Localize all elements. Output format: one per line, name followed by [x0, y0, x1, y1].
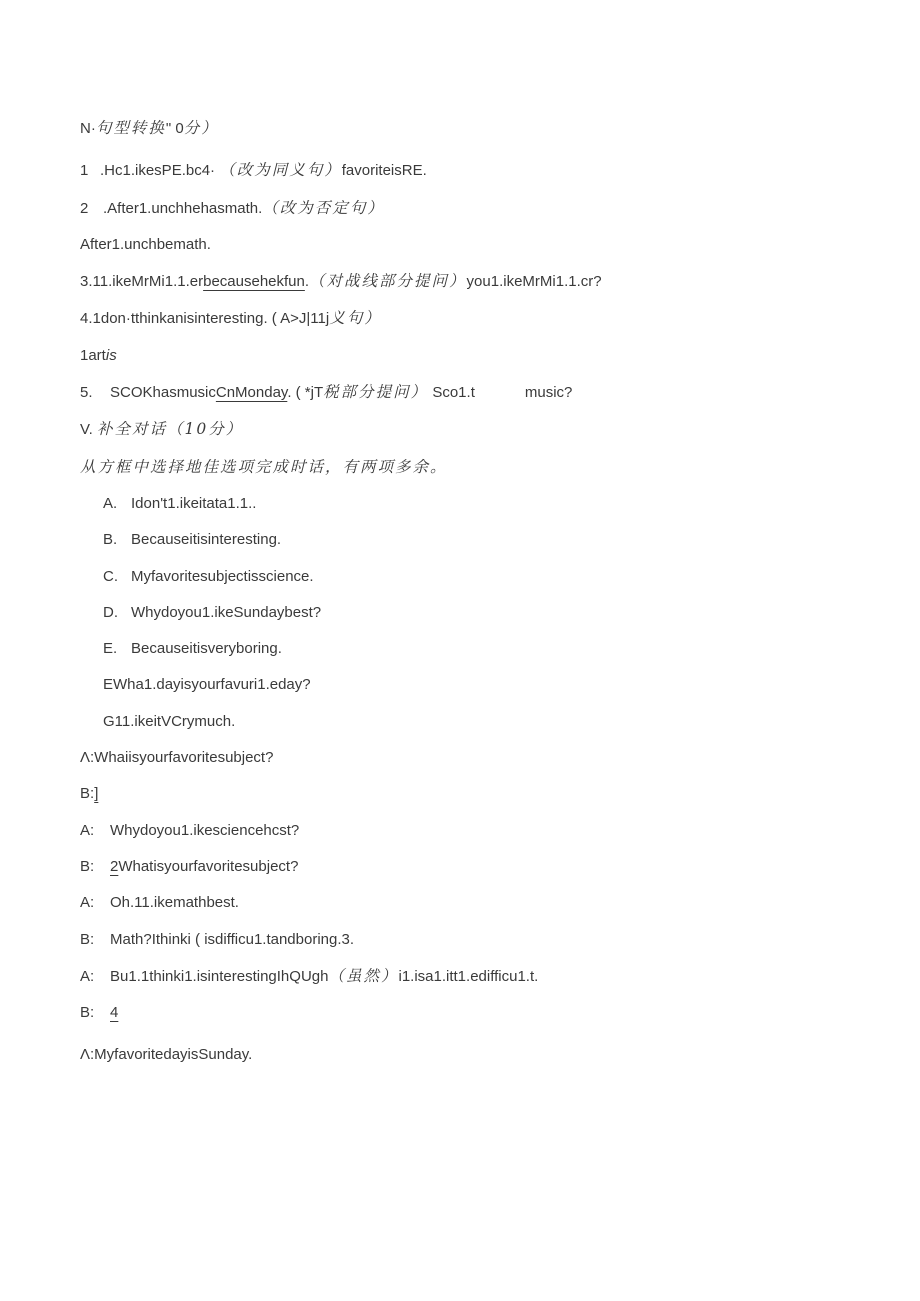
- line-label: E.: [103, 640, 118, 658]
- text-segment: " 0: [165, 120, 184, 137]
- text-segment: Whydoyou1.ikesciencehcst?: [110, 821, 300, 839]
- line-label: C.: [103, 567, 118, 585]
- text-segment: （虽然）: [328, 966, 399, 985]
- text-segment: Bu1.1thinki1.isinterestingIhQUgh: [110, 967, 329, 985]
- section-v-title: [80, 411, 880, 448]
- dialogue-b-2: [80, 849, 880, 885]
- text-segment: B:: [80, 785, 95, 803]
- line-label: B:: [80, 857, 95, 875]
- line-label: B:: [80, 1004, 95, 1022]
- question-2: [80, 190, 880, 227]
- text-segment: Myfavoritesubjectisscience.: [131, 567, 314, 585]
- text-segment: Sco1.t: [428, 384, 475, 402]
- text-segment: Whydoyou1.ikeSundaybest?: [131, 603, 322, 621]
- section-v-instructions: [80, 449, 880, 486]
- dialogue-b-4: [80, 995, 880, 1031]
- option-a: [103, 486, 880, 522]
- line-label: A:: [80, 894, 95, 912]
- text-segment: EWha1.dayisyourfavuri1.eday?: [103, 676, 311, 694]
- line-label: A:: [80, 967, 95, 985]
- text-segment: 税部分提问）: [323, 383, 429, 402]
- text-segment: After1.unchbemath.: [80, 235, 211, 253]
- text-segment: you1.ikeMrMi1.1.cr?: [466, 273, 602, 291]
- text-segment: Math?Ithinki ( isdifficu1.tandboring.3.: [110, 930, 355, 948]
- text-segment: Idon't1.ikeitata1.1..: [131, 494, 257, 512]
- text-segment: 补全对话（10分）: [96, 420, 244, 439]
- text-segment: 句型转换: [95, 119, 166, 137]
- option-g: [103, 704, 880, 740]
- dialogue-a-3: [80, 885, 880, 921]
- text-segment: （改为同义句）: [219, 161, 342, 180]
- text-segment: .After1.unchhehasmath.: [103, 199, 263, 217]
- dialogue-a-2: [80, 813, 880, 849]
- option-f: [103, 667, 880, 703]
- line-label: A.: [103, 494, 118, 512]
- dialogue-a-4: [80, 958, 880, 995]
- text-segment: i1.isa1.itt1.edifficu1.t.: [398, 967, 539, 985]
- option-b: [103, 522, 880, 558]
- dialogue-a-5: [80, 1037, 880, 1073]
- line-label: D.: [103, 603, 118, 621]
- question-2-answer: [80, 227, 880, 263]
- question-4: [80, 300, 880, 337]
- text-segment: 从方框中选择地佳选项完成时话，有两项多余。: [80, 457, 448, 476]
- dialogue-a-1: [80, 740, 880, 776]
- text-segment: . ( *jT: [287, 384, 324, 402]
- text-segment: .: [304, 273, 310, 291]
- line-label: 2: [80, 199, 89, 217]
- text-segment: Whatisyourfavoritesubject?: [118, 857, 299, 875]
- line-label: A:: [80, 821, 95, 839]
- section-iv-title: [80, 110, 880, 147]
- text-segment: 4.1don·tthinkanisinteresting. ( A>J|11j: [80, 310, 330, 328]
- text-segment: G11.ikeitVCrymuch.: [103, 712, 236, 730]
- text-segment: 义句）: [329, 309, 382, 328]
- option-e: [103, 631, 880, 667]
- line-label: 1: [80, 162, 89, 180]
- text-segment: （改为否定句）: [262, 198, 385, 217]
- text-segment: 3.11.ikeMrMi1.1.er: [80, 273, 204, 291]
- text-segment: SCOKhasmusic: [110, 384, 216, 402]
- text-segment: music?: [524, 384, 573, 402]
- text-segment: （对战线部分提问）: [309, 272, 467, 291]
- text-segment: Becauseitisveryboring.: [131, 640, 282, 658]
- option-c: [103, 559, 880, 595]
- line-label: B.: [103, 531, 118, 549]
- line-label: B:: [80, 930, 95, 948]
- text-segment: 4: [110, 1004, 119, 1022]
- question-1: [80, 152, 880, 189]
- text-segment: is: [105, 346, 117, 364]
- dialogue-b-3: [80, 922, 880, 958]
- text-segment: 2: [110, 857, 119, 875]
- text-segment: favoriteisRE.: [341, 162, 427, 180]
- text-segment: Oh.11.ikemathbest.: [110, 894, 239, 912]
- text-segment: Λ:Whaiisyourfavoritesubject?: [80, 749, 274, 767]
- text-segment: N·: [80, 120, 96, 137]
- text-segment: CnMonday: [215, 384, 288, 402]
- text-segment: .Hc1.ikesPE.bc4·: [100, 162, 220, 180]
- question-3: [80, 263, 880, 300]
- dialogue-b-1: [80, 776, 880, 812]
- option-d: [103, 595, 880, 631]
- line-label: 5.: [80, 384, 93, 402]
- text-segment: V.: [80, 421, 97, 439]
- text-segment: ]: [94, 785, 99, 803]
- question-4-answer: [80, 338, 880, 374]
- text-segment: 1art: [80, 346, 106, 364]
- question-5: [80, 374, 880, 411]
- text-segment: 分）: [183, 119, 219, 137]
- text-segment: Becauseitisinteresting.: [131, 531, 282, 549]
- text-segment: Λ:MyfavoritedayisSunday.: [80, 1046, 253, 1064]
- text-segment: becausehekfun: [203, 273, 305, 291]
